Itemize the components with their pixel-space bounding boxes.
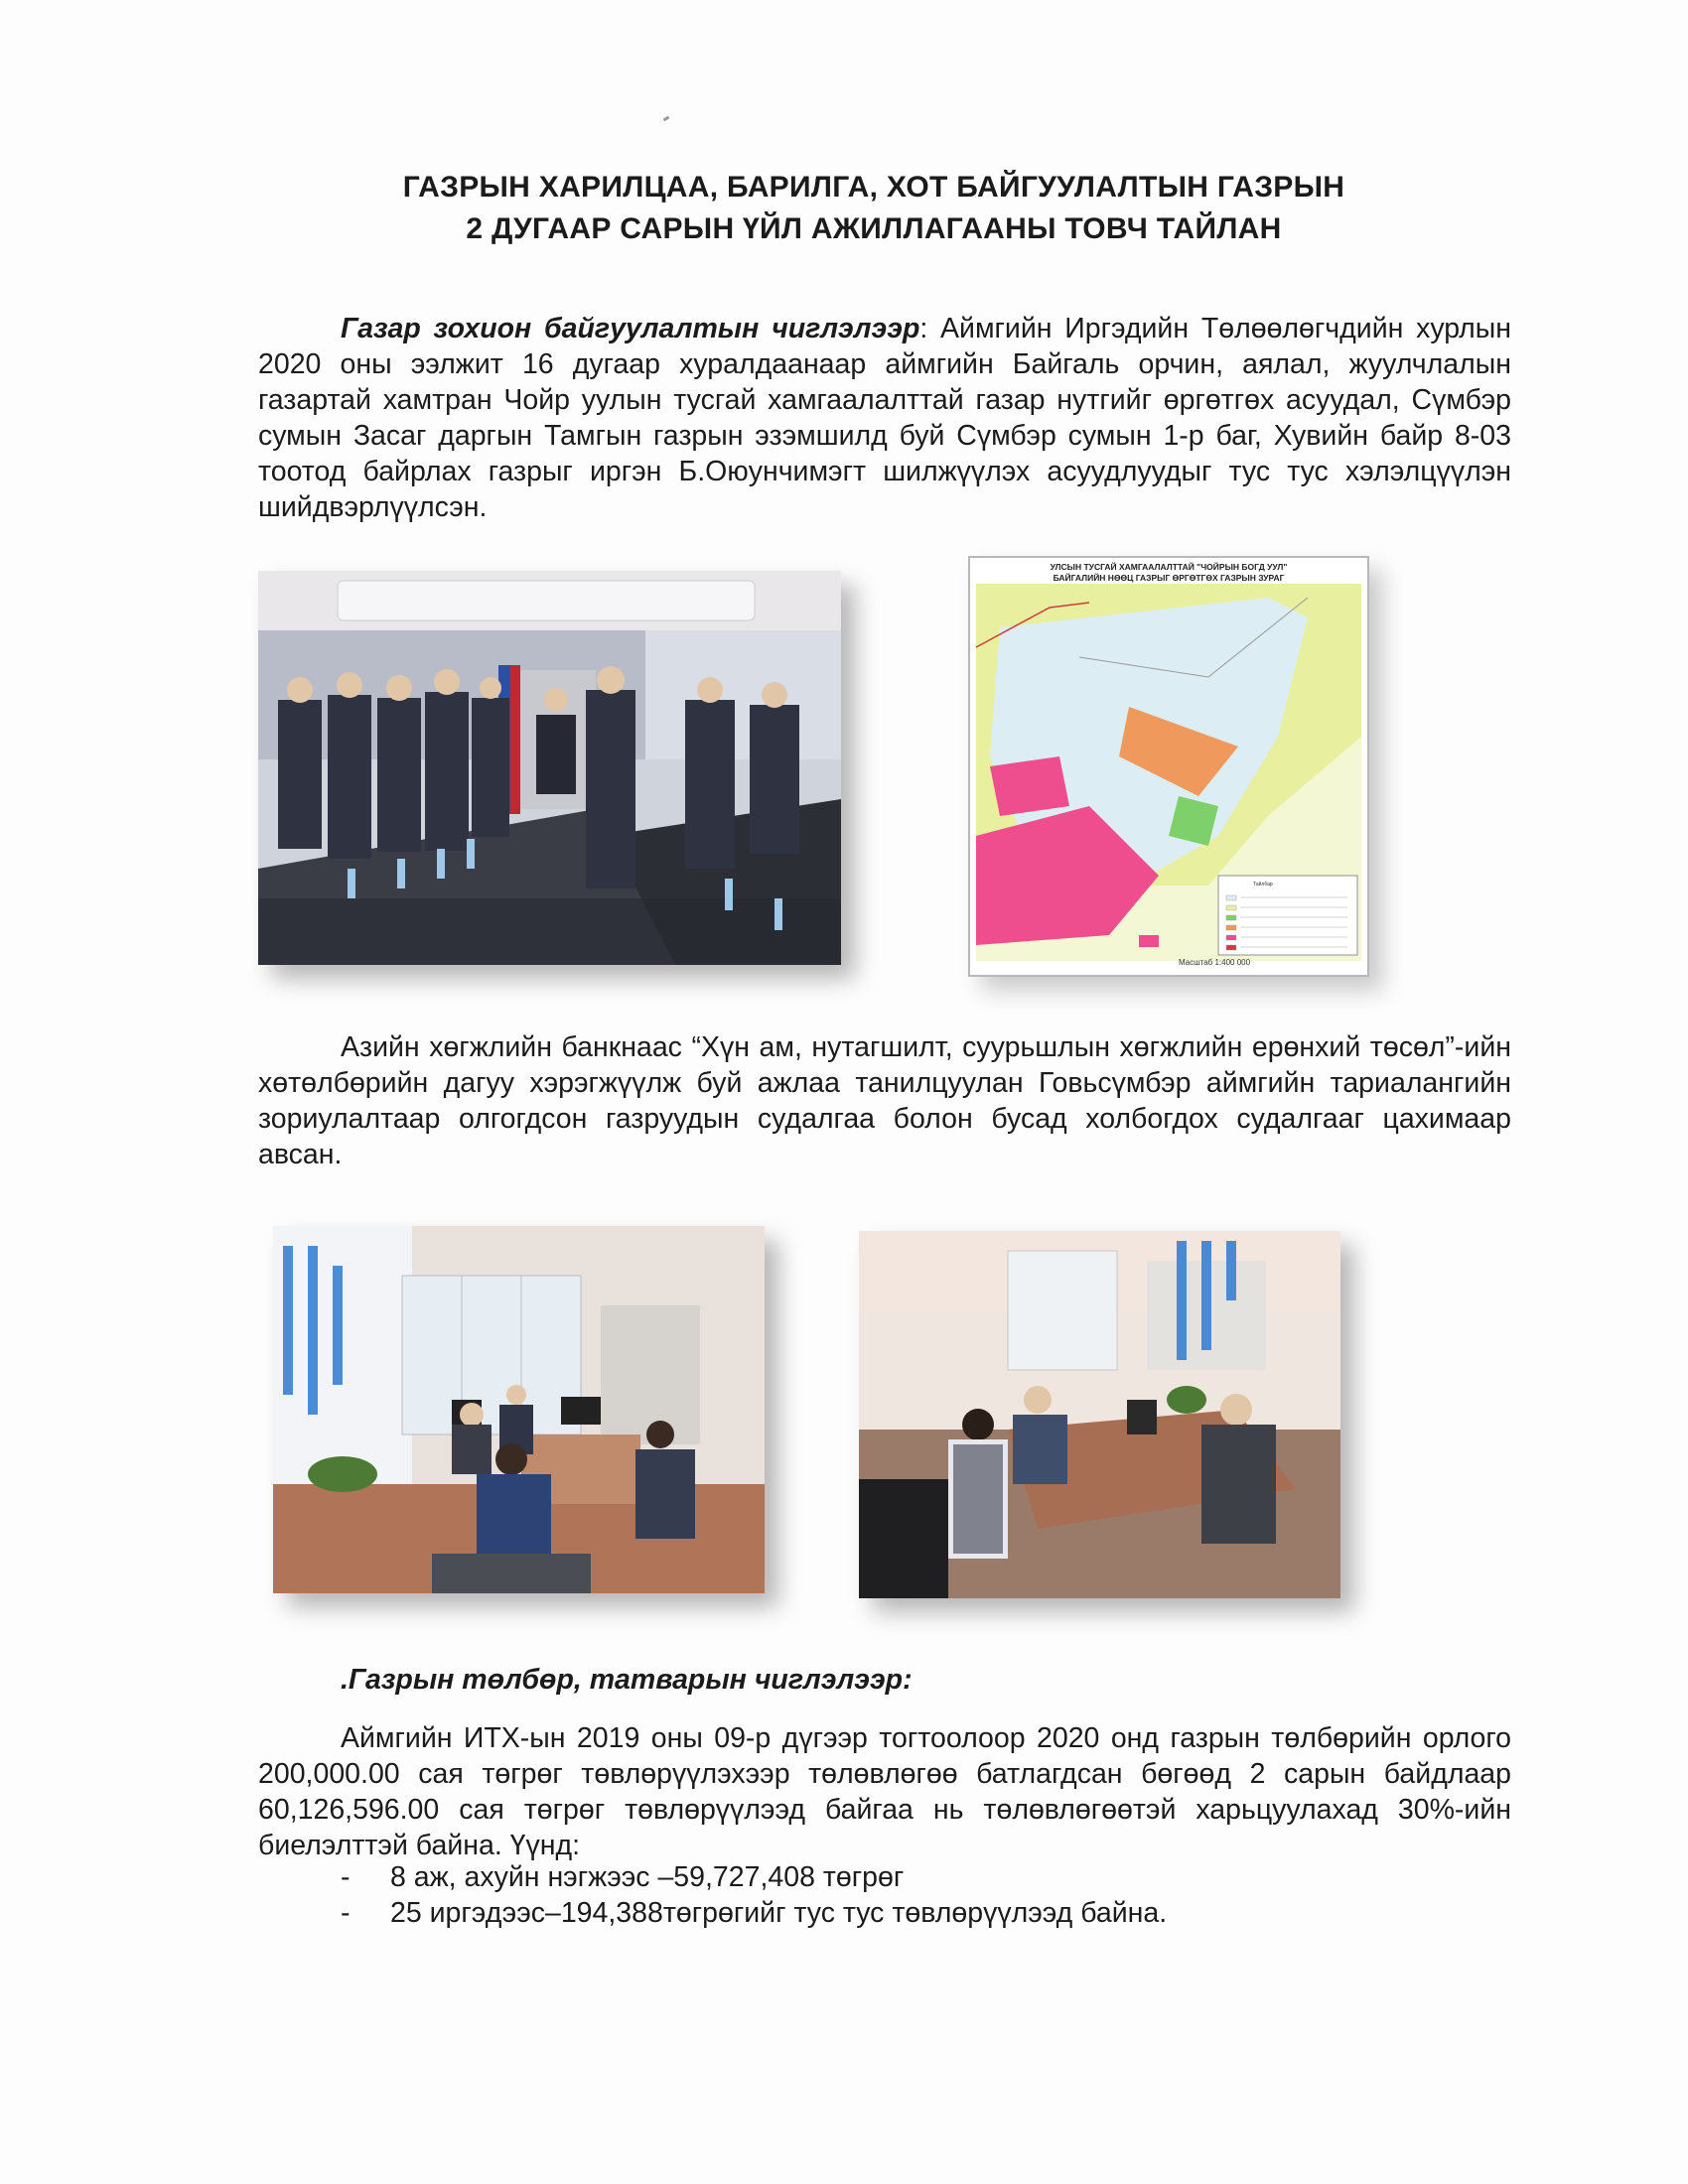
map-legend-title: Тайлбар [1253, 882, 1273, 887]
list-item-text: 25 иргэдээс–194,388төгрөгийг тус тус төвлөрүүлээд байна. [390, 1897, 1168, 1929]
protected-area-map [968, 556, 1369, 977]
map-pink-zone-top [990, 756, 1069, 816]
map-legend-swatch-border [1226, 905, 1236, 910]
map-pink-zone-small [1139, 935, 1159, 947]
title-line-2: 2 ДУГААР САРЫН ҮЙЛ АЖИЛЛАГААНЫ ТОВЧ ТАЙЛАН [466, 212, 1282, 245]
list-item [341, 1859, 1512, 1895]
map-legend-swatch-pink [1226, 935, 1236, 940]
list-item [341, 1895, 1512, 1931]
map-scale: Масштаб 1:400 000 [1179, 958, 1251, 967]
map-legend-box [1218, 876, 1357, 955]
land-fee-text: Аймгийн ИТХ-ын 2019 оны 09-р дүгээр тогтоолоор 2020 онд газрын төлбөрийн орлого 200,000.00 сая төгрөг төвлөрүүлэхээр төлөвлөгөө батлагдсан бөгөөд 2 сарын байдлаар 60,126,596.00 сая төгрөг төвлөрүүлээд байгаа нь төлөвлөгөөтэй харьцуулахад 30%-ийн биелэлттэй байна. Үүнд: [258, 1722, 1511, 1861]
revenue-list [341, 1859, 1512, 1931]
land-fee-heading: .Газрын төлбөр, татварын чиглэлээр: [341, 1664, 913, 1696]
adb-project-paragraph [258, 1029, 1511, 1172]
list-bullet: - [341, 1897, 351, 1929]
stray-pen-mark [663, 116, 670, 122]
map-legend-swatch-boundary [1226, 945, 1236, 950]
map-title-line-1: УЛСЫН ТУСГАЙ ХАМГААЛАЛТТАЙ "ЧОЙРЫН БОГД УУЛ" [1050, 562, 1288, 572]
list-bullet: - [341, 1861, 351, 1893]
list-item-text: 8 аж, ахуйн нэгжээс –59,727,408 төгрөг [390, 1861, 905, 1893]
land-management-lead: Газар зохион байгуулалтын чиглэлээр [341, 313, 920, 344]
office-photo-right [859, 1231, 1340, 1598]
title-line-1: ГАЗРЫН ХАРИЛЦАА, БАРИЛГА, ХОТ БАЙГУУЛАЛТЫН ГАЗРЫН [402, 171, 1345, 204]
map-legend-swatch-green [1226, 915, 1236, 920]
map-legend-swatch-reserve [1226, 895, 1236, 900]
adb-project-text: Азийн хөгжлийн банкнаас “Хүн ам, нутагшилт, суурьшлын хөгжлийн ерөнхий төсөл”-ийн хөтөлбөрийн дагуу хэрэгжүүлж буй ажлаа танилцуулан Говьсүмбэр аймгийн тариалангийн зориулалтаар олгогдсон газруудын судалгаа болон бусад холбогдох судалгааг цахимаар авсан. [258, 1031, 1511, 1170]
document-title [298, 167, 1450, 250]
land-management-text: : Аймгийн Иргэдийн Төлөөлөгчдийн хурлын 2020 оны ээлжит 16 дугаар хуралдаанаар аймгийн Байгаль орчин, аялал, жуулчлалын газартай хамтран Чойр уулын тусгай хамгаалалттай газар нутгийг өргөтгөх асуудал, Сүмбэр сумын Засаг даргын Тамгын газрын эзэмшилд буй Сүмбэр сумын 1-р баг, Хувийн байр 8-03 тоотод байрлах газрыг иргэн Б.Оюунчимэгт шилжүүлэх асуудлуудыг тус тус хэлэлцүүлэн шийдвэрлүүлсэн. [258, 313, 1511, 523]
meeting-photo [258, 571, 841, 965]
map-legend-swatch-orange [1226, 925, 1236, 930]
map-title-line-2: БАЙГАЛИЙН НӨӨЦ ГАЗРЫГ ӨРГӨТГӨХ ГАЗРЫН ЗУРАГ [1053, 573, 1285, 583]
land-management-paragraph [258, 311, 1511, 525]
office-photo-left [273, 1226, 765, 1593]
land-fee-paragraph [258, 1720, 1511, 1863]
